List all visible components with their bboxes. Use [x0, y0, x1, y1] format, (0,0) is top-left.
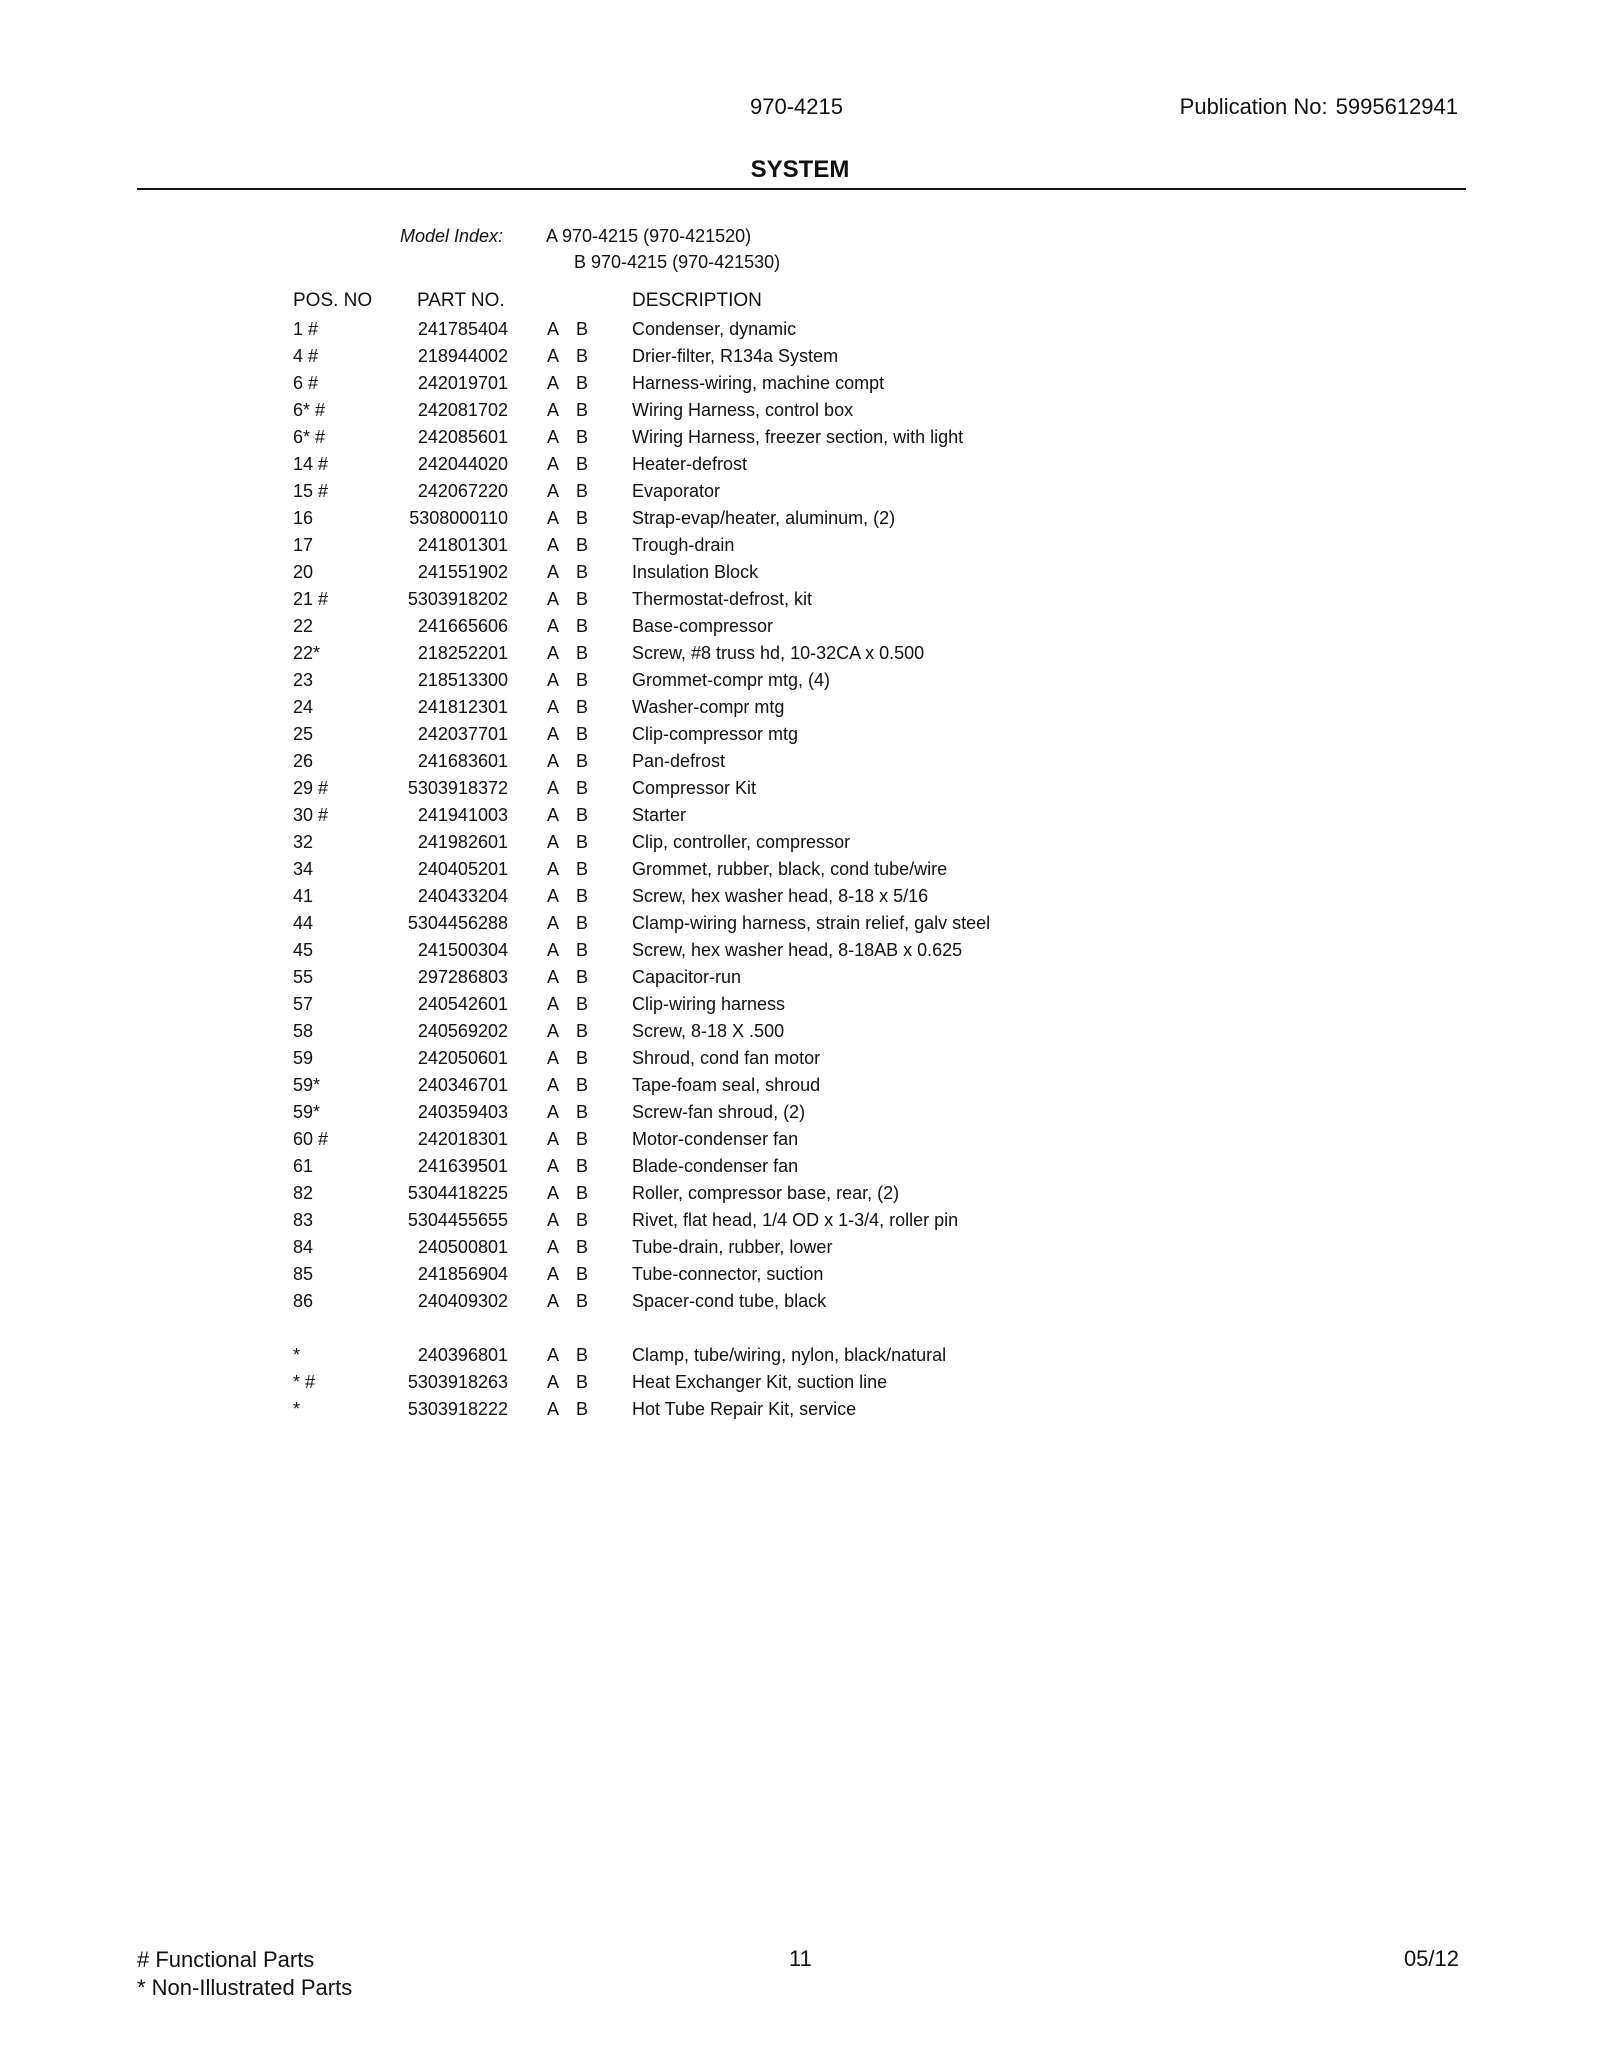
model-index-label: Model Index:	[400, 226, 504, 246]
legend-functional: # Functional Parts	[137, 1947, 315, 1972]
model-b-cell: B	[576, 1210, 589, 1230]
model-a-cell: A	[547, 1021, 560, 1041]
parts-row	[0, 561, 1600, 588]
description-cell: Evaporator	[632, 481, 721, 501]
part-number-cell: 240405201	[417, 859, 508, 879]
parts-row	[0, 426, 1600, 453]
model-b-cell: B	[576, 724, 589, 744]
section-title-text: SYSTEM	[750, 156, 850, 183]
description-cell: Tube-connector, suction	[632, 1264, 824, 1284]
description-cell: Screw-fan shroud, (2)	[632, 1102, 806, 1122]
model-b-cell: B	[576, 1156, 589, 1176]
part-number-cell: 241801301	[417, 535, 508, 555]
model-a-cell: A	[547, 1345, 560, 1365]
parts-row	[0, 1101, 1600, 1128]
pos-cell: 21 #	[293, 589, 329, 609]
model-a-cell: A	[547, 1156, 560, 1176]
model-b-cell: B	[576, 1237, 589, 1257]
part-number-cell: 242050601	[417, 1048, 508, 1068]
parts-row	[0, 1155, 1600, 1182]
description-cell: Clip, controller, compressor	[632, 832, 851, 852]
model-b-cell: B	[576, 1048, 589, 1068]
model-a-cell: A	[547, 1102, 560, 1122]
description-cell: Heat Exchanger Kit, suction line	[632, 1372, 888, 1392]
part-number-cell: 218944002	[417, 346, 508, 366]
part-number-cell: 240500801	[417, 1237, 508, 1257]
model-b-cell: B	[576, 427, 589, 447]
parts-row	[0, 777, 1600, 804]
parts-row	[0, 696, 1600, 723]
parts-row	[0, 399, 1600, 426]
description-cell: Wiring Harness, control box	[632, 400, 854, 420]
pos-cell: 6* #	[293, 427, 326, 447]
parts-list	[0, 318, 1600, 1425]
model-b-cell: B	[576, 832, 589, 852]
parts-row	[0, 1209, 1600, 1236]
pos-cell: * #	[293, 1372, 316, 1392]
model-a-cell: A	[547, 940, 560, 960]
parts-row	[0, 966, 1600, 993]
pos-cell: 24	[293, 697, 314, 717]
pos-cell: 61	[293, 1156, 314, 1176]
pos-cell: 57	[293, 994, 314, 1014]
description-cell: Insulation Block	[632, 562, 759, 582]
model-a-cell: A	[547, 805, 560, 825]
model-b-cell: B	[576, 1399, 589, 1419]
model-index-a: A 970-4215 (970-421520)	[546, 226, 752, 246]
description-cell: Screw, #8 truss hd, 10-32CA x 0.500	[632, 643, 925, 663]
pos-cell: 41	[293, 886, 314, 906]
pos-cell: 22	[293, 616, 314, 636]
pos-cell: 60 #	[293, 1129, 329, 1149]
model-a-cell: A	[547, 913, 560, 933]
model-b-cell: B	[576, 751, 589, 771]
model-a-cell: A	[547, 481, 560, 501]
pos-cell: 86	[293, 1291, 314, 1311]
model-a-cell: A	[547, 643, 560, 663]
model-b-cell: B	[576, 805, 589, 825]
model-a-cell: A	[547, 373, 560, 393]
pos-cell: 17	[293, 535, 314, 555]
part-number-cell: 240542601	[417, 994, 508, 1014]
model-b-cell: B	[576, 1264, 589, 1284]
model-b-cell: B	[576, 346, 589, 366]
pos-cell: 84	[293, 1237, 314, 1257]
pos-cell: 58	[293, 1021, 314, 1041]
model-a-cell: A	[547, 535, 560, 555]
pos-cell: 59*	[293, 1075, 321, 1095]
pos-cell: 6 #	[293, 373, 319, 393]
model-index-b: B 970-4215 (970-421530)	[574, 252, 781, 272]
model-b-cell: B	[576, 859, 589, 879]
model-a-cell: A	[547, 1372, 560, 1392]
description-cell: Strap-evap/heater, aluminum, (2)	[632, 508, 896, 528]
pos-cell: 29 #	[293, 778, 329, 798]
description-cell: Capacitor-run	[632, 967, 742, 987]
part-number-cell: 241665606	[417, 616, 508, 636]
parts-row	[0, 669, 1600, 696]
parts-row	[0, 507, 1600, 534]
model-b-cell: B	[576, 643, 589, 663]
model-a-cell: A	[547, 319, 560, 339]
description-cell: Screw, hex washer head, 8-18AB x 0.625	[632, 940, 963, 960]
model-b-cell: B	[576, 670, 589, 690]
model-b-cell: B	[576, 778, 589, 798]
part-number-cell: 240409302	[417, 1291, 508, 1311]
parts-row	[0, 588, 1600, 615]
part-number-cell: 5303918263	[407, 1372, 508, 1392]
model-a-cell: A	[547, 751, 560, 771]
model-a-cell: A	[547, 427, 560, 447]
part-number-cell: 241639501	[417, 1156, 508, 1176]
parts-row	[0, 1020, 1600, 1047]
description-cell: Clip-wiring harness	[632, 994, 786, 1014]
part-number-cell: 242037701	[417, 724, 508, 744]
part-number-cell: 5304455655	[407, 1210, 508, 1230]
parts-row	[0, 1344, 1600, 1371]
model-a-cell: A	[547, 832, 560, 852]
part-number-cell: 5304456288	[407, 913, 508, 933]
column-header-pos: POS. NO	[293, 290, 373, 311]
header-divider	[137, 188, 1466, 190]
model-a-cell: A	[547, 778, 560, 798]
model-b-cell: B	[576, 967, 589, 987]
parts-row	[0, 723, 1600, 750]
description-cell: Motor-condenser fan	[632, 1129, 799, 1149]
model-a-cell: A	[547, 886, 560, 906]
model-b-cell: B	[576, 589, 589, 609]
parts-row	[0, 480, 1600, 507]
model-number: 970-4215	[750, 94, 843, 119]
description-cell: Tape-foam seal, shroud	[632, 1075, 821, 1095]
publication-label: Publication No:	[1179, 94, 1328, 119]
part-number-cell: 241500304	[417, 940, 508, 960]
description-cell: Clamp, tube/wiring, nylon, black/natural	[632, 1345, 947, 1365]
model-b-cell: B	[576, 1372, 589, 1392]
publication-number: 5995612941	[1335, 94, 1458, 119]
model-a-cell: A	[547, 616, 560, 636]
pos-cell: *	[293, 1399, 301, 1419]
pos-cell: 83	[293, 1210, 314, 1230]
part-number-cell: 241785404	[417, 319, 508, 339]
parts-row	[0, 642, 1600, 669]
parts-row	[0, 1398, 1600, 1425]
model-a-cell: A	[547, 1129, 560, 1149]
description-cell: Starter	[632, 805, 687, 825]
part-number-cell: 5303918372	[407, 778, 508, 798]
model-a-cell: A	[547, 1048, 560, 1068]
parts-row	[0, 1236, 1600, 1263]
pos-cell: 59*	[293, 1102, 321, 1122]
parts-row	[0, 453, 1600, 480]
model-a-cell: A	[547, 859, 560, 879]
parts-row	[0, 615, 1600, 642]
publication-info	[1180, 94, 1458, 120]
pos-cell: 45	[293, 940, 314, 960]
description-cell: Trough-drain	[632, 535, 735, 555]
model-a-cell: A	[547, 994, 560, 1014]
section-title	[0, 156, 1600, 184]
part-number-cell: 218513300	[417, 670, 508, 690]
model-a-cell: A	[547, 1264, 560, 1284]
part-number-cell: 5303918222	[407, 1399, 508, 1419]
description-cell: Pan-defrost	[632, 751, 726, 771]
pos-cell: 30 #	[293, 805, 329, 825]
pos-cell: 44	[293, 913, 314, 933]
pos-cell: 59	[293, 1048, 314, 1068]
description-cell: Hot Tube Repair Kit, service	[632, 1399, 857, 1419]
model-a-cell: A	[547, 670, 560, 690]
model-b-cell: B	[576, 1345, 589, 1365]
description-cell: Roller, compressor base, rear, (2)	[632, 1183, 900, 1203]
pos-cell: *	[293, 1345, 301, 1365]
description-cell: Clamp-wiring harness, strain relief, galv steel	[632, 913, 991, 933]
column-header-part: PART NO.	[417, 290, 505, 311]
part-number-cell: 242085601	[417, 427, 508, 447]
parts-row	[0, 318, 1600, 345]
part-number-cell: 240569202	[417, 1021, 508, 1041]
pos-cell: 82	[293, 1183, 314, 1203]
part-number-cell: 242019701	[417, 373, 508, 393]
model-b-cell: B	[576, 319, 589, 339]
model-b-cell: B	[576, 508, 589, 528]
part-number-cell: 297286803	[417, 967, 508, 987]
pos-cell: 15 #	[293, 481, 329, 501]
parts-row	[0, 858, 1600, 885]
model-b-cell: B	[576, 400, 589, 420]
parts-row	[0, 912, 1600, 939]
pos-cell: 22*	[293, 643, 321, 663]
parts-row	[0, 1074, 1600, 1101]
part-number-cell: 242018301	[417, 1129, 508, 1149]
model-b-cell: B	[576, 1021, 589, 1041]
part-number-cell: 240433204	[417, 886, 508, 906]
model-a-cell: A	[547, 967, 560, 987]
model-b-cell: B	[576, 1291, 589, 1311]
model-b-cell: B	[576, 1129, 589, 1149]
model-b-cell: B	[576, 1075, 589, 1095]
description-cell: Base-compressor	[632, 616, 774, 636]
pos-cell: 85	[293, 1264, 314, 1284]
part-number-cell: 5304418225	[407, 1183, 508, 1203]
parts-row	[0, 939, 1600, 966]
description-cell: Screw, 8-18 X .500	[632, 1021, 785, 1041]
revision-date: 05/12	[1403, 1946, 1459, 1971]
description-cell: Harness-wiring, machine compt	[632, 373, 885, 393]
pos-cell: 26	[293, 751, 314, 771]
part-number-cell: 218252201	[417, 643, 508, 663]
description-cell: Grommet-compr mtg, (4)	[632, 670, 831, 690]
part-number-cell: 5308000110	[409, 508, 508, 528]
model-b-cell: B	[576, 535, 589, 555]
model-b-cell: B	[576, 697, 589, 717]
model-a-cell: A	[547, 1399, 560, 1419]
model-a-cell: A	[547, 562, 560, 582]
pos-cell: 6* #	[293, 400, 326, 420]
model-b-cell: B	[576, 886, 589, 906]
model-b-cell: B	[576, 616, 589, 636]
pos-cell: 25	[293, 724, 314, 744]
parts-row	[0, 1290, 1600, 1317]
part-number-cell: 241856904	[417, 1264, 508, 1284]
description-cell: Washer-compr mtg	[632, 697, 785, 717]
description-cell: Rivet, flat head, 1/4 OD x 1-3/4, roller pin	[632, 1210, 959, 1230]
model-b-cell: B	[576, 481, 589, 501]
part-number-cell: 242067220	[417, 481, 508, 501]
parts-row	[0, 750, 1600, 777]
model-b-cell: B	[576, 940, 589, 960]
model-a-cell: A	[547, 1183, 560, 1203]
description-cell: Wiring Harness, freezer section, with light	[632, 427, 964, 447]
pos-cell: 32	[293, 832, 314, 852]
model-b-cell: B	[576, 454, 589, 474]
model-a-cell: A	[547, 1075, 560, 1095]
description-cell: Blade-condenser fan	[632, 1156, 799, 1176]
description-cell: Thermostat-defrost, kit	[632, 589, 813, 609]
model-a-cell: A	[547, 454, 560, 474]
parts-row	[0, 1263, 1600, 1290]
description-cell: Shroud, cond fan motor	[632, 1048, 821, 1068]
model-b-cell: B	[576, 373, 589, 393]
part-number-cell: 5303918202	[407, 589, 508, 609]
model-a-cell: A	[547, 697, 560, 717]
parts-row	[0, 372, 1600, 399]
parts-row	[0, 345, 1600, 372]
model-b-cell: B	[576, 1183, 589, 1203]
parts-row	[0, 534, 1600, 561]
part-number-cell: 241551902	[417, 562, 508, 582]
part-number-cell: 240346701	[417, 1075, 508, 1095]
part-number-cell: 242081702	[417, 400, 508, 420]
pos-cell: 34	[293, 859, 314, 879]
parts-row	[0, 804, 1600, 831]
parts-row	[0, 1182, 1600, 1209]
model-a-cell: A	[547, 1291, 560, 1311]
parts-row	[0, 831, 1600, 858]
parts-row	[0, 993, 1600, 1020]
description-cell: Compressor Kit	[632, 778, 757, 798]
part-number-cell: 240359403	[417, 1102, 508, 1122]
description-cell: Spacer-cond tube, black	[632, 1291, 827, 1311]
model-b-cell: B	[576, 1102, 589, 1122]
pos-cell: 16	[293, 508, 314, 528]
parts-row	[0, 1371, 1600, 1398]
column-header-description: DESCRIPTION	[632, 290, 762, 311]
part-number-cell: 242044020	[417, 454, 508, 474]
model-a-cell: A	[547, 400, 560, 420]
model-b-cell: B	[576, 562, 589, 582]
pos-cell: 14 #	[293, 454, 329, 474]
model-a-cell: A	[547, 589, 560, 609]
description-cell: Condenser, dynamic	[632, 319, 797, 339]
description-cell: Clip-compressor mtg	[632, 724, 799, 744]
part-number-cell: 241812301	[417, 697, 508, 717]
model-a-cell: A	[547, 724, 560, 744]
description-cell: Screw, hex washer head, 8-18 x 5/16	[632, 886, 929, 906]
model-a-cell: A	[547, 1210, 560, 1230]
legend-non-illustrated: * Non-Illustrated Parts	[137, 1975, 353, 2000]
part-number-cell: 241941003	[417, 805, 508, 825]
footer-legend	[137, 1946, 352, 2002]
pos-cell: 23	[293, 670, 314, 690]
parts-row	[0, 885, 1600, 912]
pos-cell: 1 #	[293, 319, 319, 339]
page-number: 11	[789, 1946, 812, 1971]
model-a-cell: A	[547, 508, 560, 528]
part-number-cell: 240396801	[417, 1345, 508, 1365]
description-cell: Drier-filter, R134a System	[632, 346, 839, 366]
part-number-cell: 241982601	[417, 832, 508, 852]
model-b-cell: B	[576, 994, 589, 1014]
description-cell: Tube-drain, rubber, lower	[632, 1237, 833, 1257]
description-cell: Heater-defrost	[632, 454, 748, 474]
pos-cell: 20	[293, 562, 314, 582]
model-b-cell: B	[576, 913, 589, 933]
parts-row	[0, 1047, 1600, 1074]
description-cell: Grommet, rubber, black, cond tube/wire	[632, 859, 948, 879]
pos-cell: 4 #	[293, 346, 319, 366]
pos-cell: 55	[293, 967, 314, 987]
model-a-cell: A	[547, 346, 560, 366]
model-a-cell: A	[547, 1237, 560, 1257]
part-number-cell: 241683601	[417, 751, 508, 771]
parts-row	[0, 1128, 1600, 1155]
